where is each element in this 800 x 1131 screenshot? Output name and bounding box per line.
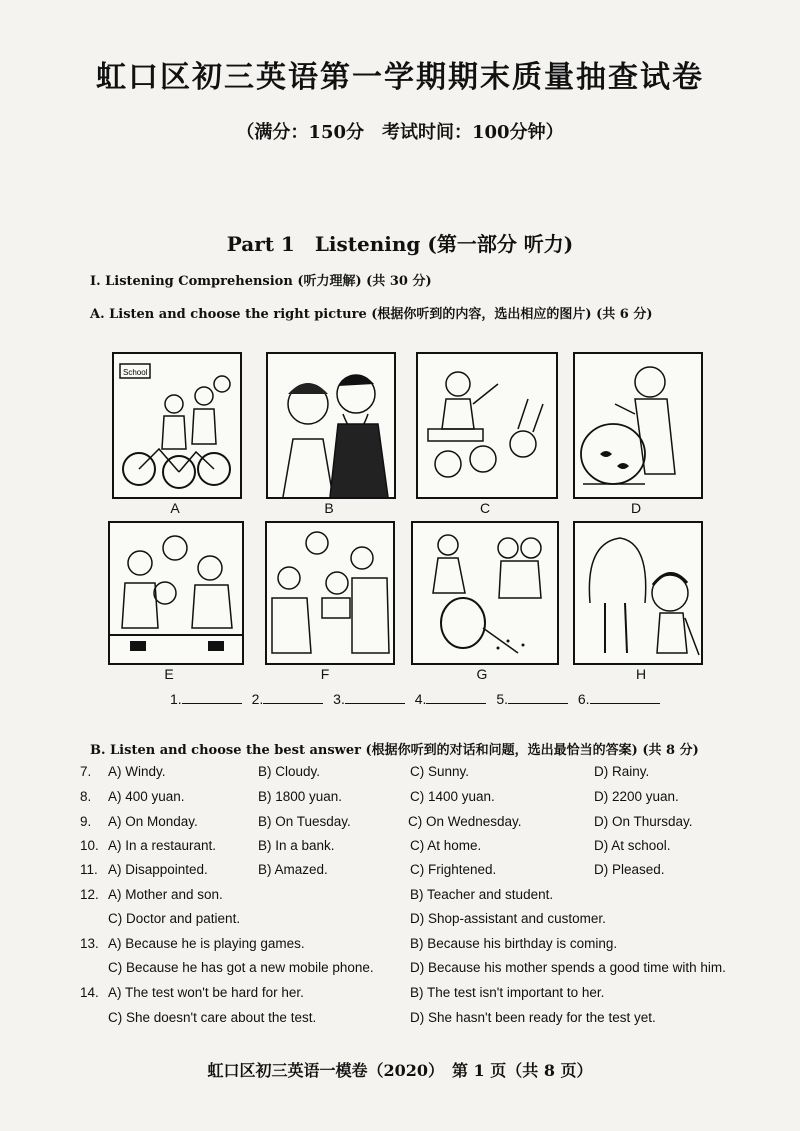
option-c: C) Sunny.	[410, 764, 470, 779]
picture-c-classroom	[416, 352, 558, 499]
answer-blank-5[interactable]	[508, 689, 568, 704]
picture-f-people-books	[265, 521, 395, 665]
answer-number-1: 1.	[170, 691, 182, 707]
exam-title: 虹口区初三英语第一学期期末质量抽查试卷	[96, 60, 704, 95]
answer-number-2: 2.	[251, 691, 264, 707]
section-heading-b: B. Listen and choose the best answer (根据你听到的对话和问题，选出最恰当的答案) (共 8 分)	[90, 743, 699, 758]
question-number: 13.	[80, 936, 99, 951]
section-heading-listening: I. Listening Comprehension (听力理解) (共 30 分)	[90, 274, 432, 289]
option-c: C) 1400 yuan.	[410, 789, 495, 804]
picture-g-robot-sweeping	[411, 521, 559, 665]
option-a: A) In a restaurant.	[108, 838, 217, 853]
picture-label-b: B	[324, 500, 334, 516]
part-title: Part 1 Listening (第一部分 听力)	[226, 232, 574, 256]
section-heading-a: A. Listen and choose the right picture (根据你听到的内容，选出相应的图片) (共 6 分)	[90, 307, 653, 322]
question-number: 14.	[80, 985, 99, 1000]
picture-label-a: A	[170, 500, 180, 516]
answer-number-3: 3.	[333, 691, 345, 707]
picture-h-tree-planting	[573, 521, 703, 665]
picture-b-two-men	[266, 352, 396, 499]
page-footer: 虹口区初三英语一模卷（2020） 第 1 页（共 8 页）	[207, 1061, 593, 1080]
picture-label-h: H	[635, 666, 647, 682]
answer-blank-4[interactable]	[426, 689, 486, 704]
answer-blank-3[interactable]	[345, 689, 405, 704]
picture-e-group-reading	[108, 521, 244, 665]
option-b: B) Amazed.	[258, 862, 328, 877]
option-a: A) 400 yuan.	[108, 789, 185, 804]
answer-blanks	[170, 689, 666, 707]
question-number: 10.	[80, 838, 99, 853]
option-a: A) Because he is playing games.	[108, 936, 305, 951]
option-c: C) Doctor and patient.	[108, 911, 241, 926]
picture-label-g: G	[476, 666, 488, 682]
answer-number-4: 4.	[414, 691, 427, 707]
option-d: D) At school.	[594, 838, 671, 853]
option-b: B) 1800 yuan.	[258, 789, 343, 804]
picture-label-d: D	[630, 500, 642, 516]
option-d: D) Because his mother spends a good time with him.	[410, 960, 726, 975]
question-number: 12.	[80, 887, 99, 902]
option-b: B) In a bank.	[258, 838, 335, 853]
picture-label-c: C	[479, 500, 491, 516]
option-d: D) Rainy.	[594, 764, 650, 779]
picture-label-f: F	[320, 666, 330, 682]
question-number: 7.	[80, 764, 92, 779]
option-d: D) 2200 yuan.	[594, 789, 679, 804]
question-number: 8.	[80, 789, 92, 804]
option-b: B) The test isn't important to her.	[410, 985, 605, 1000]
option-a: A) Mother and son.	[108, 887, 223, 902]
option-d: D) Shop-assistant and customer.	[410, 911, 606, 926]
question-number: 9.	[80, 814, 92, 829]
option-a: A) Windy.	[108, 764, 166, 779]
question-number: 11.	[80, 862, 98, 877]
option-c: C) On Wednesday.	[408, 814, 522, 829]
option-b: B) On Tuesday.	[258, 814, 351, 829]
option-c: C) She doesn't care about the test.	[108, 1010, 317, 1025]
option-d: D) Pleased.	[594, 862, 665, 877]
option-c: C) At home.	[410, 838, 482, 853]
picture-a-bicycles-school	[112, 352, 242, 499]
option-b: B) Teacher and student.	[410, 887, 554, 902]
option-a: A) Disappointed.	[108, 862, 208, 877]
answer-blank-2[interactable]	[263, 689, 323, 704]
picture-label-e: E	[164, 666, 174, 682]
option-d: D) On Thursday.	[594, 814, 693, 829]
svg-text:School: School	[123, 368, 148, 377]
exam-subtitle: （满分：150分 考试时间：100分钟）	[236, 122, 564, 143]
option-a: A) The test won't be hard for her.	[108, 985, 304, 1000]
option-c: C) Frightened.	[410, 862, 497, 877]
option-b: B) Cloudy.	[258, 764, 321, 779]
option-d: D) She hasn't been ready for the test yet.	[410, 1010, 656, 1025]
picture-d-fish-bowl	[573, 352, 703, 499]
answer-number-5: 5.	[496, 691, 508, 707]
option-c: C) Because he has got a new mobile phone.	[108, 960, 374, 975]
option-b: B) Because his birthday is coming.	[410, 936, 618, 951]
answer-number-6: 6.	[577, 691, 590, 707]
answer-blank-1[interactable]	[182, 689, 242, 704]
option-a: A) On Monday.	[108, 814, 198, 829]
answer-blank-6[interactable]	[590, 689, 660, 704]
